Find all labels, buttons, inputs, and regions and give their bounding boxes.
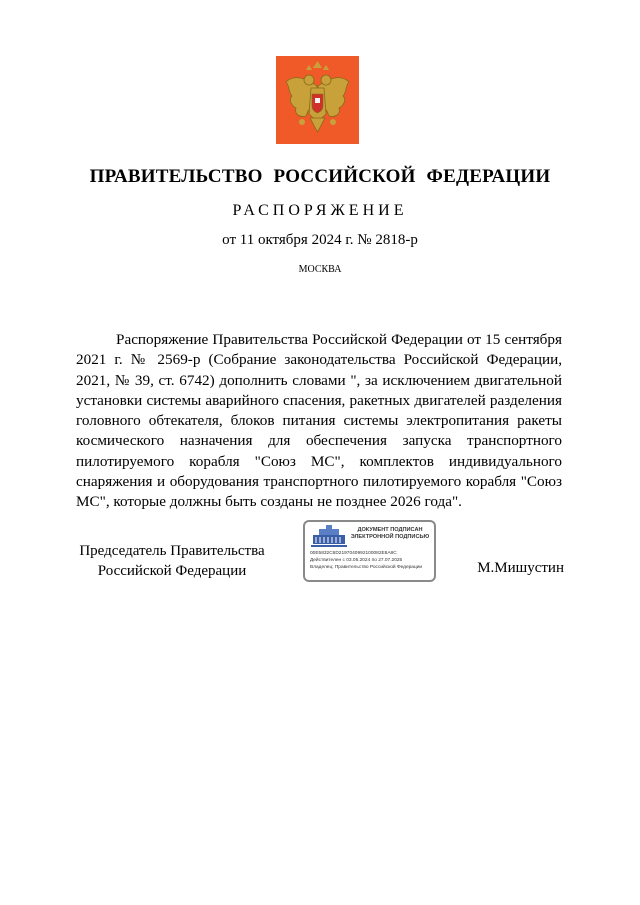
electronic-signature-stamp: [303, 520, 436, 582]
order-body-text: Распоряжение Правительства Российской Федерации от 15 сентября 2021 г. № 2569-р (Собрание законодательства Российской Федерации, 2021, № 39, ст. 6742) дополнить словами ", за исключением двигательной установки системы аварийного спасения, ракетных двигателей разделения головного обтекателя, блоков питания системы электропитания ракеты космического назначения для обеспечения запуска транспортного пилотируемого корабля "Союз МС", комплектов индивидуального снаряжения и оборудования транспортного пилотируемого корабля "Союз МС", которые должны быть созданы не позднее 2026 года".: [76, 331, 562, 511]
document-type: РАСПОРЯЖЕНИЕ: [232, 202, 408, 219]
certificate-serial: 00E5832C6D2197040992100082E8A8C: [310, 551, 397, 556]
certificate-owner: Владелец: Правительство Российской Федерации: [310, 565, 423, 570]
government-building-icon: [311, 525, 347, 547]
coat-of-arms-icon: [276, 56, 359, 144]
signer-name: М.Мишустин: [477, 560, 564, 576]
signer-position-line2: Российской Федерации: [97, 563, 247, 579]
document-date-number: от 11 октября 2024 г. № 2818-р: [222, 232, 418, 248]
city-label: МОСКВА: [298, 264, 342, 275]
stamp-title: [347, 527, 433, 541]
stamp-title-line1: ДОКУМЕНТ ПОДПИСАН: [357, 527, 423, 533]
stamp-title-line2: ЭЛЕКТРОННОЙ ПОДПИСЬЮ: [350, 534, 430, 540]
organization-title: ПРАВИТЕЛЬСТВО РОССИЙСКОЙ ФЕДЕРАЦИИ: [89, 166, 551, 187]
signer-position: [72, 541, 272, 581]
certificate-validity: Действителен с 03.05.2024 по 27.07.2025: [310, 558, 403, 563]
signer-position-line1: Председатель Правительства: [79, 543, 265, 559]
